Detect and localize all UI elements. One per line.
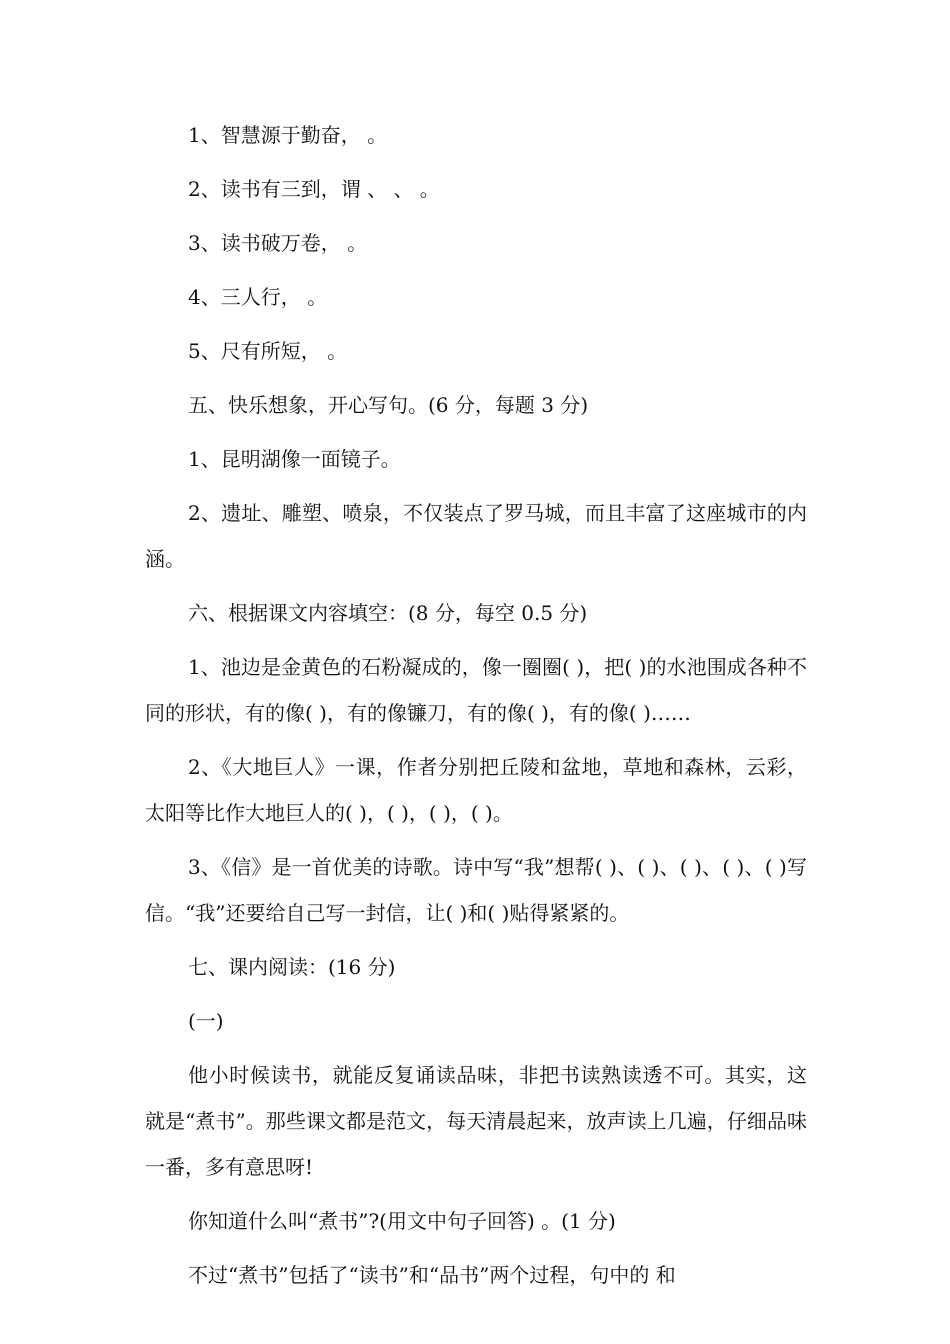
fill-blank-item-5: 5、尺有所短， 。	[188, 339, 348, 363]
sentence-item-2: 2、遗址、雕塑、喷泉，不仅装点了罗马城，而且丰富了这座城市的内涵。	[145, 501, 807, 571]
fill-blank-item-2: 2、读书有三到，谓 、 、 。	[188, 177, 440, 201]
fill-blank-item-4: 4、三人行， 。	[188, 285, 328, 309]
text-fill-item-3: 3、《信》是一首优美的诗歌。诗中写“我”想帮( )、( )、( )、( )、( )写信。“我”还要给自己写一封信，让( )和( )贴得紧紧的。	[145, 855, 807, 925]
section-heading-6: 六、根据课文内容填空：(8 分，每空 0.5 分)	[188, 601, 588, 625]
text-fill-item-1: 1、池边是金黄色的石粉凝成的，像一圈圈( )，把( )的水池围成各种不同的形状，有的像( )，有的像镰刀，有的像( )，有的像( )……	[145, 655, 807, 725]
reading-passage: 他小时候读书，就能反复诵读品味，非把书读熟读透不可。其实，这就是“煮书”。那些课文都是范文，每天清晨起来，放声读上几遍，仔细品味一番，多有意思呀!	[145, 1063, 807, 1179]
document-body	[145, 112, 807, 1306]
reading-part-label: (一)	[188, 1009, 224, 1033]
reading-question-2: 不过“煮书”包括了“读书”和“品书”两个过程，句中的 和	[188, 1263, 676, 1287]
text-fill-item-2: 2、《大地巨人》一课，作者分别把丘陵和盆地，草地和森林，云彩，太阳等比作大地巨人的( )，( )，( )，( )。	[145, 755, 807, 825]
sentence-item-1: 1、昆明湖像一面镜子。	[188, 447, 401, 471]
section-heading-7: 七、课内阅读：(16 分)	[188, 955, 396, 979]
fill-blank-item-3: 3、读书破万卷， 。	[188, 231, 368, 255]
fill-blank-item-1: 1、智慧源于勤奋， 。	[188, 123, 388, 147]
section-heading-5: 五、快乐想象，开心写句。(6 分，每题 3 分)	[188, 393, 589, 417]
reading-question-1: 你知道什么叫“煮书”?(用文中句子回答) 。(1 分)	[188, 1209, 616, 1233]
